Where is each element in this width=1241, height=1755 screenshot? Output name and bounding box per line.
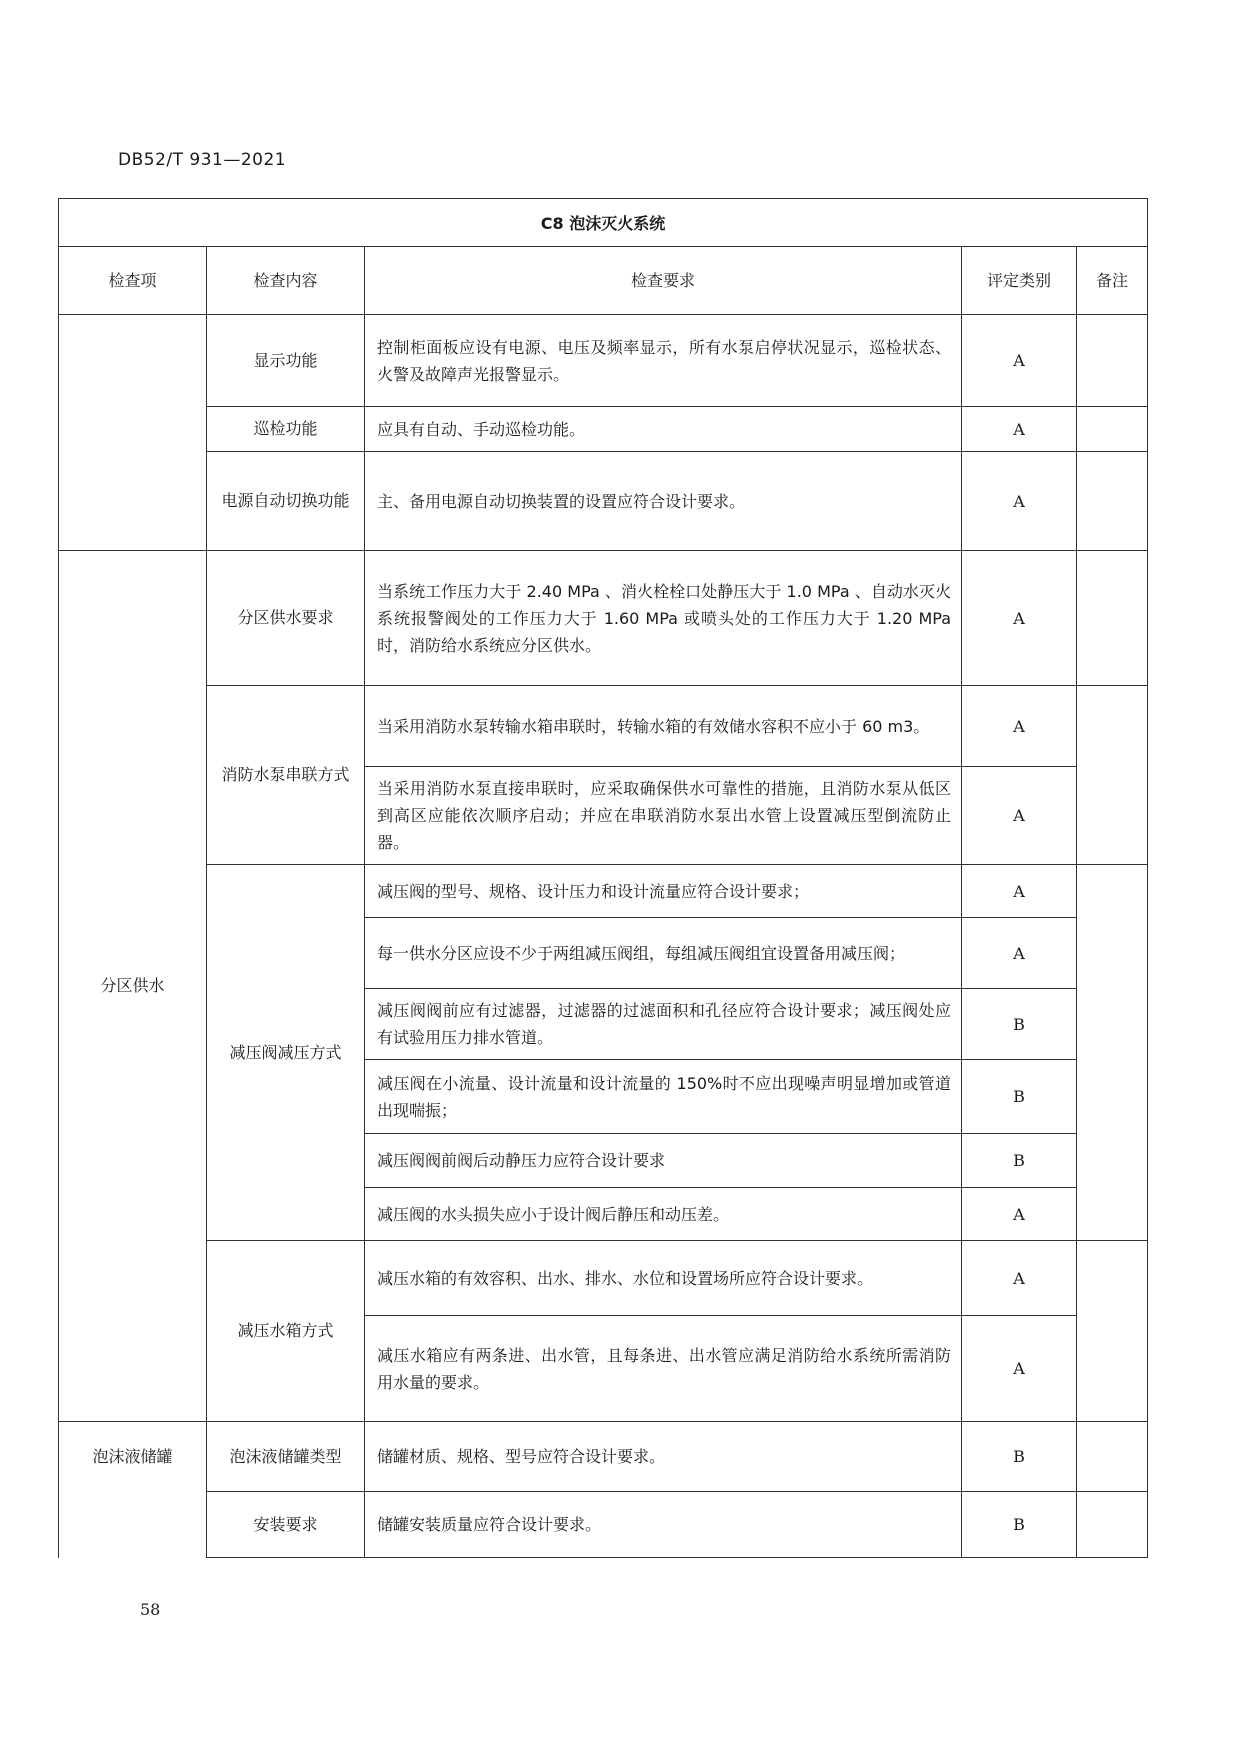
category-cell: A	[962, 452, 1077, 551]
table-row	[59, 1422, 1148, 1492]
category-cell: A	[962, 767, 1077, 865]
content-cell: 消防水泵串联方式	[207, 686, 365, 865]
category-cell: B	[962, 1422, 1077, 1492]
table-row	[59, 1492, 1148, 1558]
category-cell: A	[962, 551, 1077, 686]
requirement-cell: 当采用消防水泵转输水箱串联时，转输水箱的有效储水容积不应小于 60 m3。	[365, 686, 962, 767]
column-header-remarks: 备注	[1077, 247, 1148, 315]
requirement-cell: 减压阀的水头损失应小于设计阀后静压和动压差。	[365, 1188, 962, 1241]
content-cell: 巡检功能	[207, 407, 365, 452]
requirement-cell: 减压阀阀前阀后动静压力应符合设计要求	[365, 1134, 962, 1188]
category-cell: A	[962, 918, 1077, 989]
requirement-cell: 减压水箱应有两条进、出水管，且每条进、出水管应满足消防给水系统所需消防用水量的要求。	[365, 1316, 962, 1422]
item-cell-empty	[59, 315, 207, 551]
table-row	[59, 452, 1148, 551]
table-row	[59, 686, 1148, 767]
table-row	[59, 315, 1148, 407]
inspection-table	[58, 198, 1148, 1558]
category-cell: A	[962, 1188, 1077, 1241]
table-title: C8 泡沫灭火系统	[59, 199, 1148, 247]
content-cell: 减压阀减压方式	[207, 865, 365, 1241]
requirement-cell: 每一供水分区应设不少于两组减压阀组，每组减压阀组宜设置备用减压阀；	[365, 918, 962, 989]
category-cell: A	[962, 407, 1077, 452]
column-header-category: 评定类别	[962, 247, 1077, 315]
requirement-cell: 储罐安装质量应符合设计要求。	[365, 1492, 962, 1558]
requirement-cell: 主、备用电源自动切换装置的设置应符合设计要求。	[365, 452, 962, 551]
requirement-cell: 减压水箱的有效容积、出水、排水、水位和设置场所应符合设计要求。	[365, 1241, 962, 1316]
category-cell: B	[962, 1060, 1077, 1134]
document-code: DB52/T 931—2021	[118, 150, 287, 170]
content-cell: 电源自动切换功能	[207, 452, 365, 551]
remarks-cell	[1077, 551, 1148, 686]
requirement-cell: 储罐材质、规格、型号应符合设计要求。	[365, 1422, 962, 1492]
content-cell: 减压水箱方式	[207, 1241, 365, 1422]
remarks-cell	[1077, 865, 1148, 1241]
category-cell: A	[962, 865, 1077, 918]
category-cell: B	[962, 989, 1077, 1060]
remarks-cell	[1077, 407, 1148, 452]
page-number: 58	[140, 1600, 161, 1619]
requirement-cell: 减压阀在小流量、设计流量和设计流量的 150%时不应出现噪声明显增加或管道出现喘振；	[365, 1060, 962, 1134]
remarks-cell	[1077, 1241, 1148, 1422]
category-cell: A	[962, 1241, 1077, 1316]
remarks-cell	[1077, 1422, 1148, 1492]
table-row	[59, 551, 1148, 686]
content-cell: 分区供水要求	[207, 551, 365, 686]
requirement-cell: 减压阀阀前应有过滤器，过滤器的过滤面积和孔径应符合设计要求；减压阀处应有试验用压力排水管道。	[365, 989, 962, 1060]
column-header-content: 检查内容	[207, 247, 365, 315]
content-cell: 显示功能	[207, 315, 365, 407]
requirement-cell: 当采用消防水泵直接串联时，应采取确保供水可靠性的措施，且消防水泵从低区到高区应能依次顺序启动；并应在串联消防水泵出水管上设置减压型倒流防止器。	[365, 767, 962, 865]
remarks-cell	[1077, 686, 1148, 865]
table-row	[59, 407, 1148, 452]
remarks-cell	[1077, 1492, 1148, 1558]
category-cell: B	[962, 1492, 1077, 1558]
item-cell: 分区供水	[59, 551, 207, 1422]
table-row	[59, 865, 1148, 918]
remarks-cell	[1077, 315, 1148, 407]
category-cell: A	[962, 1316, 1077, 1422]
remarks-cell	[1077, 452, 1148, 551]
table-row	[59, 1241, 1148, 1316]
requirement-cell: 减压阀的型号、规格、设计压力和设计流量应符合设计要求；	[365, 865, 962, 918]
column-header-item: 检查项	[59, 247, 207, 315]
column-header-requirement: 检查要求	[365, 247, 962, 315]
item-cell: 泡沫液储罐	[59, 1422, 207, 1558]
category-cell: A	[962, 686, 1077, 767]
requirement-cell: 控制柜面板应设有电源、电压及频率显示，所有水泵启停状况显示，巡检状态、火警及故障声光报警显示。	[365, 315, 962, 407]
requirement-cell: 当系统工作压力大于 2.40 MPa 、消火栓栓口处静压大于 1.0 MPa 、自动水灭火系统报警阀处的工作压力大于 1.60 MPa 或喷头处的工作压力大于 1.20 MPa 时，消防给水系统应分区供水。	[365, 551, 962, 686]
category-cell: A	[962, 315, 1077, 407]
requirement-cell: 应具有自动、手动巡检功能。	[365, 407, 962, 452]
content-cell: 安装要求	[207, 1492, 365, 1558]
category-cell: B	[962, 1134, 1077, 1188]
content-cell: 泡沫液储罐类型	[207, 1422, 365, 1492]
